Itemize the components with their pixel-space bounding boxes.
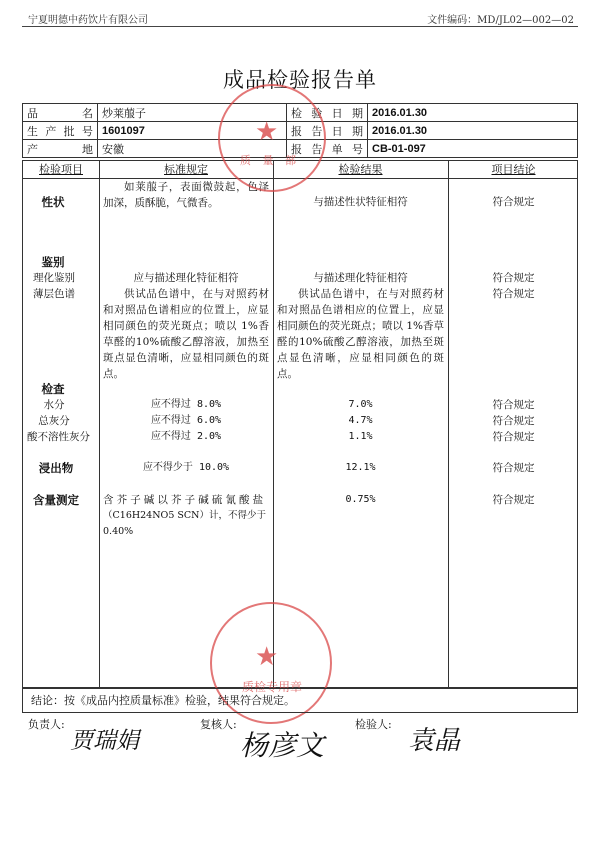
traits-result: 与描述性状特征相符 xyxy=(313,196,408,208)
tlc-result: 供试品色谱中，在与对照药材和对照品色谱相应的位置上，应显相同颜色的荧光斑点；喷以 1%香草醛的10%硫酸乙醇溶液，加热至斑点显色清晰，应显相同颜色的斑点。 xyxy=(277,288,444,380)
tlc-standard: 供试品色谱中，在与对照药材和对照品色谱相应的位置上，应显相同颜色的荧光斑点；喷以 1%香草醛的10%硫酸乙醇溶液，加热至斑点显色清晰，应显相同颜色的斑点。 xyxy=(103,288,269,380)
origin-label: 产地 xyxy=(23,140,98,158)
extract-standard: 应不得少于 10.0% xyxy=(142,462,230,473)
extract-conclusion: 符合规定 xyxy=(492,462,535,474)
extract-result: 12.1% xyxy=(345,462,376,473)
product-name-value: 炒莱菔子 xyxy=(98,104,287,122)
responsible-signature: 贾瑞娟 xyxy=(70,728,139,754)
identification-label: 鉴别 xyxy=(41,255,65,269)
inspection-row-result: 4.7% xyxy=(348,415,373,426)
inspection-row-standard: 应不得过 6.0% xyxy=(150,415,222,426)
physchem-result: 与描述理化特征相符 xyxy=(313,272,408,284)
column-header-item: 检验项目 xyxy=(39,163,83,176)
physchem-label: 理化鉴别 xyxy=(33,272,75,284)
assay-standard-line2: （C16H24NO5 SCN）计，不得少于 0.40% xyxy=(103,510,266,537)
stamp-star-icon: ★ xyxy=(255,642,279,672)
stamp-star-icon: ★ xyxy=(255,117,279,147)
traits-label: 性状 xyxy=(41,195,65,209)
assay-label: 含量测定 xyxy=(33,493,79,507)
report-no-value: CB-01-097 xyxy=(368,140,578,158)
test-date-value: 2016.01.30 xyxy=(368,104,578,122)
inspector-signature: 袁晶 xyxy=(408,726,461,756)
stamp-label-quality-dept: 质 量 部 xyxy=(240,154,300,167)
document-code: 文件编码：MD/JL02—002—02 xyxy=(427,15,574,26)
report-date-value: 2016.01.30 xyxy=(368,122,578,140)
assay-standard-line1: 含芥子碱以芥子碱硫氰酸盐 xyxy=(103,494,267,506)
conclusion-row xyxy=(22,688,578,713)
column-header-result: 检验结果 xyxy=(338,163,383,176)
origin-value: 安徽 xyxy=(98,140,287,158)
traits-standard: 如莱菔子，表面微鼓起，色泽加深，质酥脆，气微香。 xyxy=(103,181,269,209)
inspection-row-name: 酸不溶性灰分 xyxy=(27,431,90,443)
batch-label: 生产批号 xyxy=(23,122,98,140)
batch-value: 1601097 xyxy=(98,122,287,140)
traits-conclusion: 符合规定 xyxy=(492,196,535,208)
inspection-row-name: 总灰分 xyxy=(38,415,70,427)
reviewer-label: 复核人: xyxy=(200,718,237,731)
conclusion-text: 结论：按《成品内控质量标准》检验，结果符合规定。 xyxy=(31,694,295,707)
inspection-row-conclusion: 符合规定 xyxy=(492,399,535,411)
tlc-conclusion: 符合规定 xyxy=(492,288,535,300)
tlc-label: 薄层色谱 xyxy=(33,288,75,300)
header-divider xyxy=(22,26,578,27)
inspection-row-result: 7.0% xyxy=(348,399,373,410)
physchem-standard: 应与描述理化特征相符 xyxy=(133,272,239,284)
inspection-row-result: 1.1% xyxy=(348,431,373,442)
column-header-conclusion: 项目结论 xyxy=(491,163,536,176)
assay-conclusion: 符合规定 xyxy=(492,494,535,506)
inspection-row-conclusion: 符合规定 xyxy=(492,431,535,443)
report-date-label: 报告日期 xyxy=(287,122,368,140)
inspection-row-standard: 应不得过 2.0% xyxy=(150,431,222,442)
responsible-label: 负责人: xyxy=(28,718,65,731)
inspection-label: 检查 xyxy=(41,382,65,396)
column-header-standard: 标准规定 xyxy=(164,163,208,176)
physchem-conclusion: 符合规定 xyxy=(492,272,535,284)
inspection-row-standard: 应不得过 8.0% xyxy=(150,399,222,410)
extract-label: 浸出物 xyxy=(38,461,74,475)
inspection-row-conclusion: 符合规定 xyxy=(492,415,535,427)
assay-result: 0.75% xyxy=(345,494,376,505)
test-date-label: 检验日期 xyxy=(287,104,368,122)
reviewer-signature: 杨彦文 xyxy=(240,729,325,762)
page-title: 成品检验报告单 xyxy=(223,68,377,92)
stamp-label-qc-seal: 质检专用章 xyxy=(242,680,303,694)
inspector-label: 检验人: xyxy=(355,718,392,731)
inspection-row-name: 水分 xyxy=(43,399,65,411)
report-no-label: 报告单号 xyxy=(287,140,368,158)
company-name: 宁夏明德中药饮片有限公司 xyxy=(28,15,148,26)
product-name-label: 品名 xyxy=(23,104,98,122)
